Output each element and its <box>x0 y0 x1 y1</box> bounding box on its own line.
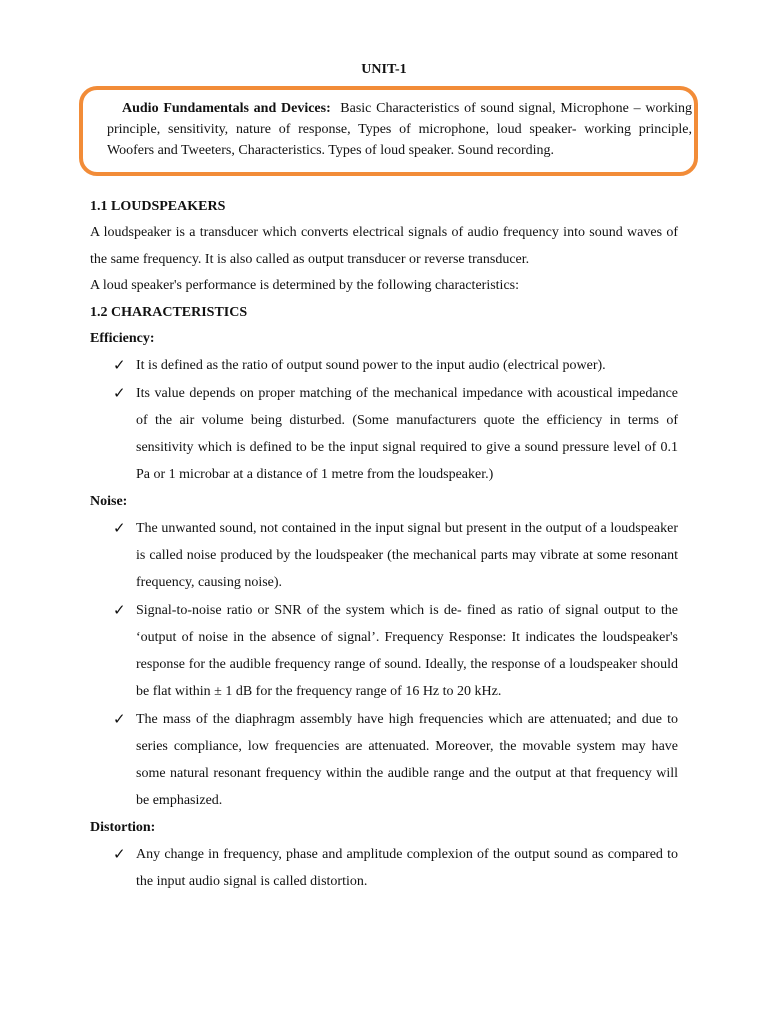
noise-list <box>90 515 678 814</box>
list-item <box>90 706 678 814</box>
distortion-list <box>90 841 678 895</box>
list-item-text: Any change in frequency, phase and amplitude complexion of the output sound as compared to the input audio signal is called distortion. <box>136 846 678 889</box>
list-item <box>90 380 678 488</box>
list-item-text: Its value depends on proper matching of the mechanical impedance with acoustical impedance of the air volume being disturbed. (Some manufacturers quote the efficiency in terms of sensitivity which is defined to be the input signal required to give a sound pressure level of 0.1 Pa or 1 microbar at a distance of 1 metre from the loudspeaker.) <box>136 385 678 482</box>
syllabus-body: Basic Characteristics of sound signal, Microphone – working principle, sensitivity, nature of response, Types of microphone, loud speaker- working principle, Woofers and Tweeters, Characteristics. Types of loud speaker. Sound recording. <box>107 101 693 158</box>
unit-title: UNIT-1 <box>361 62 407 77</box>
checkmark-icon: ✓ <box>113 600 126 619</box>
list-item <box>90 515 678 596</box>
main-content <box>90 194 678 896</box>
checkmark-icon: ✓ <box>113 355 126 374</box>
checkmark-icon: ✓ <box>113 383 126 402</box>
list-item-text: It is defined as the ratio of output sound power to the input audio (electrical power). <box>136 357 606 373</box>
syllabus-heading: Audio Fundamentals and Devices: <box>122 101 331 116</box>
efficiency-label: Efficiency: <box>90 330 155 346</box>
checkmark-icon: ✓ <box>113 709 126 728</box>
syllabus-text <box>107 98 692 161</box>
checkmark-icon: ✓ <box>113 844 126 863</box>
distortion-label: Distortion: <box>90 819 156 835</box>
section-heading-loudspeakers: 1.1 LOUDSPEAKERS <box>90 199 226 214</box>
list-item-text: The unwanted sound, not contained in the input signal but present in the output of a loudspeaker is called noise produced by the loudspeaker (the mechanical parts may vibrate at some resonant frequency, causing noise). <box>136 520 678 590</box>
checkmark-icon: ✓ <box>113 518 126 537</box>
loudspeaker-definition: A loudspeaker is a transducer which converts electrical signals of audio frequency into sound waves of the same frequency. It is also called as output transducer or reverse transducer. <box>90 225 678 267</box>
list-item-text: The mass of the diaphragm assembly have high frequencies which are attenuated; and due to series compliance, low frequencies are attenuated. Moreover, the movable system may have some natural resonant frequency within the audible range and the output at that frequency will be emphasized. <box>136 711 678 808</box>
efficiency-list <box>90 352 678 488</box>
list-item-text: Signal-to-noise ratio or SNR of the system which is de- fined as ratio of signal output to the ‘output of noise in the absence of signal’. Frequency Response: It indicates the loudspeaker's response for the audible frequency range of sound. Ideally, the response of a loudspeaker should be flat within ± 1 dB for the frequency range of 16 Hz to 20 kHz. <box>136 602 678 699</box>
loudspeaker-performance-intro: A loud speaker's performance is determined by the following characteristics: <box>90 278 519 293</box>
list-item <box>90 841 678 895</box>
list-item <box>90 352 678 379</box>
section-heading-characteristics: 1.2 CHARACTERISTICS <box>90 304 248 320</box>
noise-label: Noise: <box>90 493 128 509</box>
list-item <box>90 597 678 705</box>
